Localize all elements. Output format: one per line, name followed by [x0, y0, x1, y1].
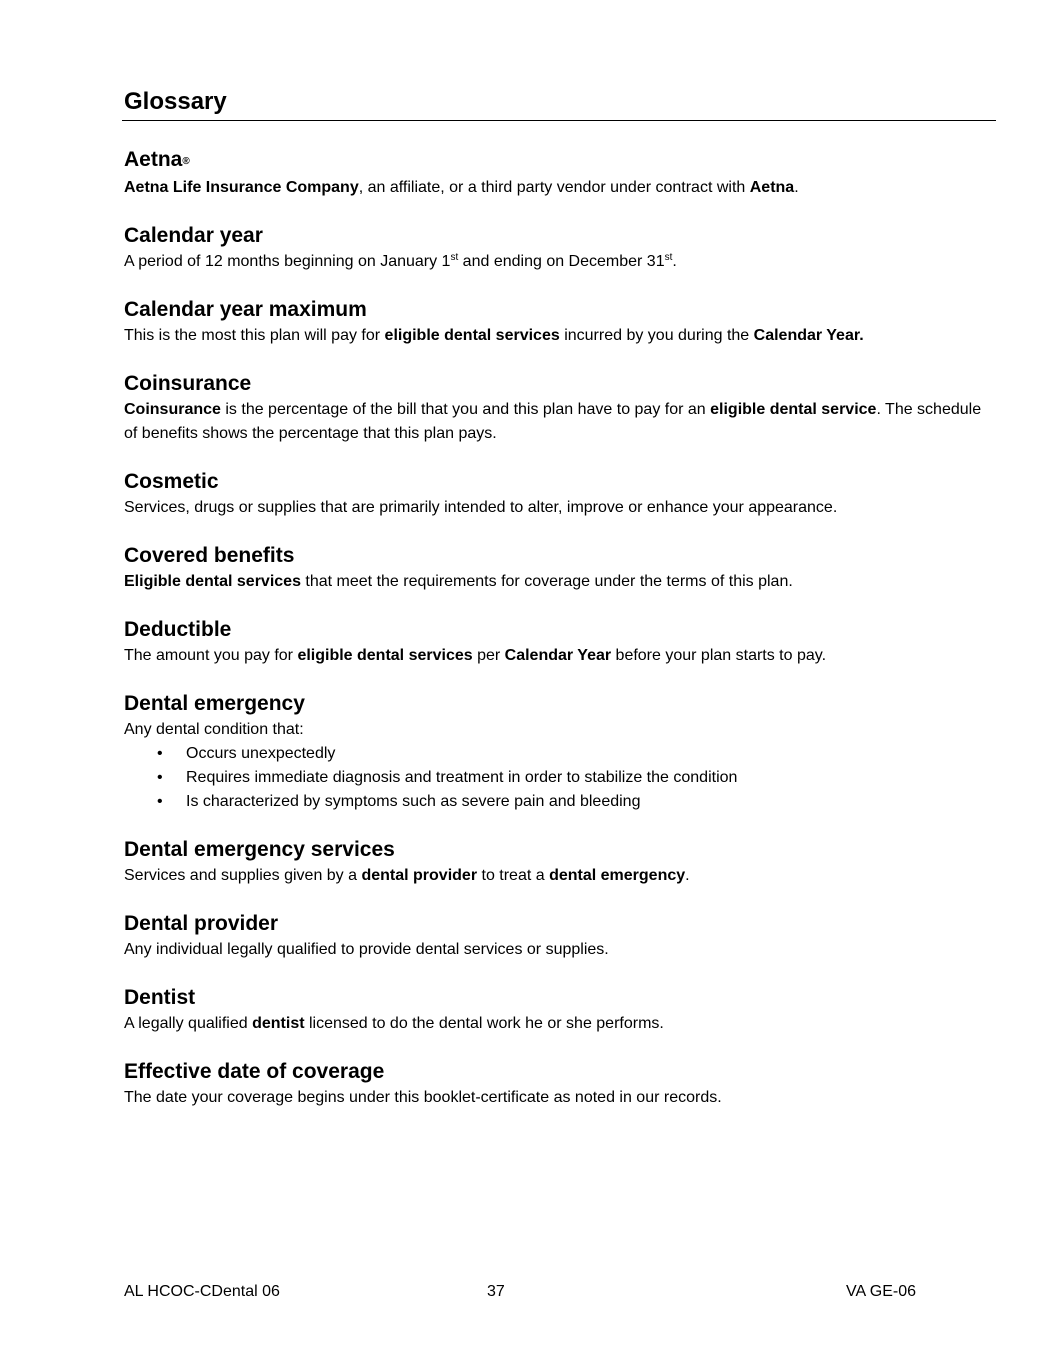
glossary-list — [124, 148, 996, 1110]
bold-text: eligible dental service — [710, 401, 877, 418]
definition-text: . The schedule of benefits shows the percentage that this plan pays. — [124, 401, 982, 442]
bullet-icon: • — [157, 769, 163, 786]
bullet-icon: • — [157, 793, 163, 810]
bold-text: Eligible dental services — [124, 573, 301, 590]
term-heading: Dental provider — [124, 912, 279, 935]
term-definition: Any individual legally qualified to provide dental services or supplies. — [124, 941, 609, 958]
list-item — [124, 790, 996, 814]
definition-text: , an affiliate, or a third party vendor under contract with — [358, 179, 750, 196]
list-item-text: Is characterized by symptoms such as severe pain and bleeding — [186, 793, 641, 810]
glossary-entry-coinsurance — [124, 372, 996, 446]
term-heading: Deductible — [124, 618, 232, 641]
definition-text: licensed to do the dental work he or she performs. — [304, 1015, 664, 1032]
bold-text: Calendar Year — [504, 647, 612, 664]
glossary-page — [124, 88, 996, 1134]
list-item-text: Occurs unexpectedly — [186, 745, 336, 762]
bold-text: eligible dental services — [297, 647, 473, 664]
bold-text: Coinsurance — [124, 401, 221, 418]
term-heading: Effective date of coverage — [124, 1060, 385, 1083]
term-heading: Calendar year — [124, 224, 263, 247]
definition-text: to treat a — [477, 867, 550, 884]
glossary-entry-dental-emergency — [124, 692, 996, 814]
definition-text: . — [794, 179, 799, 196]
term-heading: Coinsurance — [124, 372, 252, 395]
glossary-entry-cosmetic — [124, 470, 996, 520]
glossary-entry-calendar-year-maximum — [124, 298, 996, 348]
glossary-entry-effective-date — [124, 1060, 996, 1110]
definition-text: Services and supplies given by a — [124, 867, 362, 884]
glossary-entry-calendar-year — [124, 224, 996, 274]
bold-text: dental emergency — [549, 867, 686, 884]
form-code: AL HCOC-CDental 06 — [124, 1283, 280, 1300]
term-definition — [124, 176, 996, 200]
term-definition — [124, 570, 996, 594]
registered-mark: ® — [182, 156, 190, 167]
ordinal-suffix: st — [450, 252, 459, 263]
term-heading: Dental emergency — [124, 692, 305, 715]
definition-text: A period of 12 months beginning on January 1 — [124, 253, 451, 270]
condition-list — [124, 742, 996, 814]
bold-text: Aetna Life Insurance Company — [124, 179, 359, 196]
term-definition: The date your coverage begins under this booklet-certificate as noted in our records. — [124, 1089, 722, 1106]
term-definition — [124, 864, 996, 888]
glossary-entry-aetna — [124, 148, 996, 200]
glossary-entry-dental-emergency-services — [124, 838, 996, 888]
term-text: Aetna — [124, 148, 183, 171]
definition-text: per — [472, 647, 505, 664]
glossary-entry-deductible — [124, 618, 996, 668]
definition-text: that meet the requirements for coverage under the terms of this plan. — [300, 573, 793, 590]
term-definition — [124, 324, 996, 348]
definition-text: This is the most this plan will pay for — [124, 327, 385, 344]
ordinal-suffix: st — [664, 252, 673, 263]
page-footer — [124, 1281, 916, 1303]
page-number: 37 — [487, 1283, 505, 1300]
term-definition: Services, drugs or supplies that are primarily intended to alter, improve or enhance your appearance. — [124, 499, 838, 516]
bold-text: eligible dental services — [384, 327, 560, 344]
definition-text: . — [672, 253, 677, 270]
term-heading: Cosmetic — [124, 470, 219, 493]
definition-text: before your plan starts to pay. — [611, 647, 827, 664]
term-definition: Any dental condition that: — [124, 721, 304, 738]
bold-text: dental provider — [361, 867, 478, 884]
definition-text: incurred by you during the — [559, 327, 754, 344]
term-heading — [124, 148, 996, 174]
bold-text: Aetna — [749, 179, 795, 196]
list-item-text: Requires immediate diagnosis and treatment in order to stabilize the condition — [186, 769, 738, 786]
term-definition — [124, 250, 996, 274]
definition-text: and ending on December 31 — [458, 253, 665, 270]
page-title: Glossary — [124, 88, 227, 115]
definition-text: A legally qualified — [124, 1015, 253, 1032]
title-divider — [122, 120, 996, 121]
term-heading: Covered benefits — [124, 544, 295, 567]
term-heading: Dentist — [124, 986, 196, 1009]
term-heading: Dental emergency services — [124, 838, 395, 861]
bold-text: Calendar Year. — [753, 327, 864, 344]
term-heading: Calendar year maximum — [124, 298, 367, 321]
glossary-entry-dental-provider — [124, 912, 996, 962]
definition-text: The amount you pay for — [124, 647, 298, 664]
term-definition — [124, 398, 996, 446]
list-item — [124, 742, 996, 766]
term-definition — [124, 644, 996, 668]
bold-text: dentist — [252, 1015, 305, 1032]
glossary-entry-dentist — [124, 986, 996, 1036]
definition-text: is the percentage of the bill that you and this plan have to pay for an — [220, 401, 711, 418]
state-form-code: VA GE-06 — [846, 1283, 916, 1300]
definition-text: . — [685, 867, 690, 884]
glossary-entry-covered-benefits — [124, 544, 996, 594]
bullet-icon: • — [157, 745, 163, 762]
list-item — [124, 766, 996, 790]
term-definition — [124, 1012, 996, 1036]
